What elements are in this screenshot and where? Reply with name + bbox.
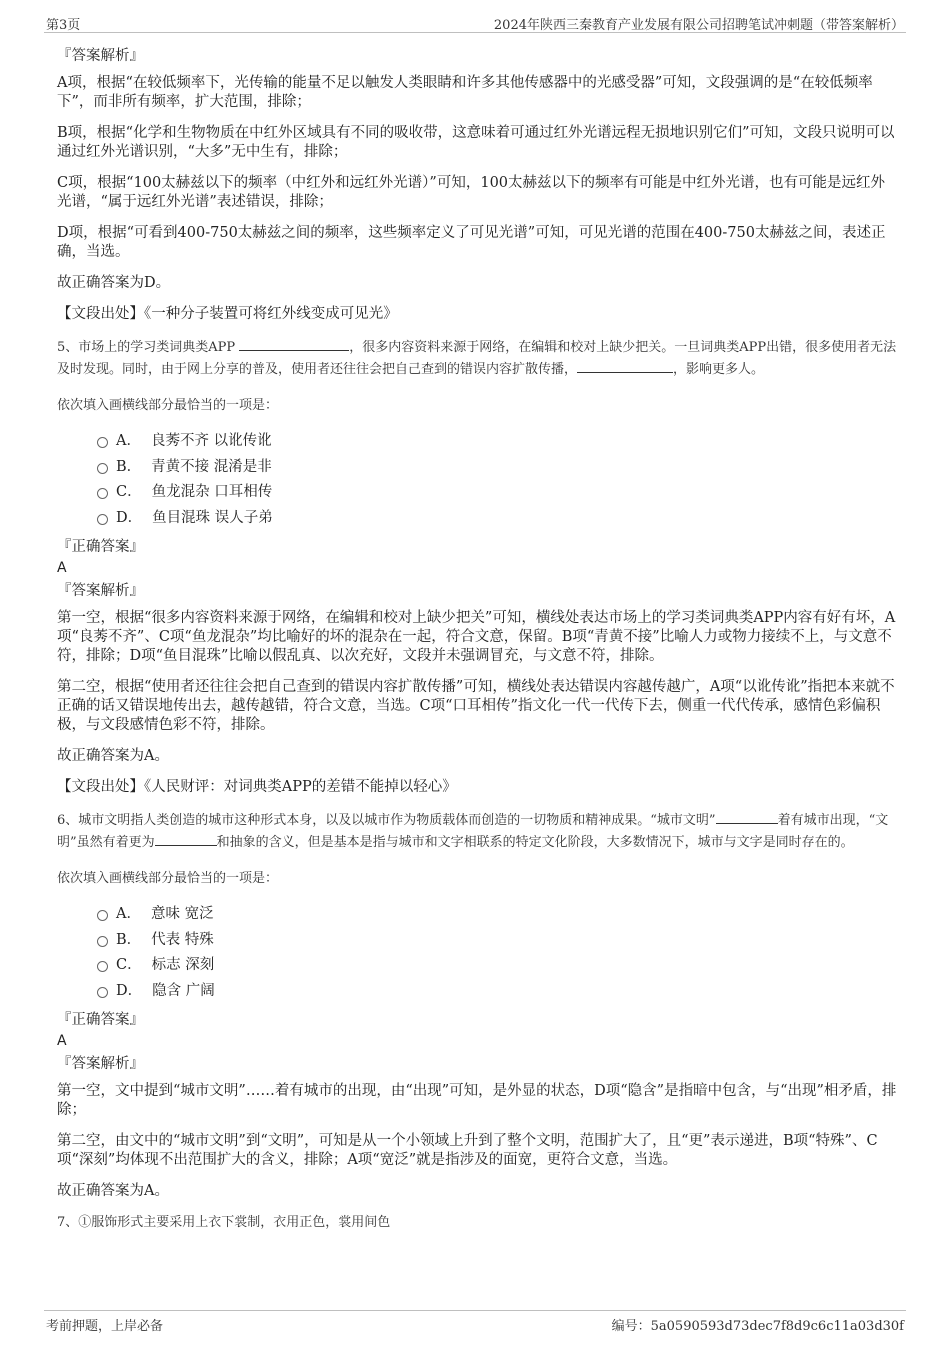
page-number: 第3页 — [46, 18, 81, 33]
q5-option-d[interactable]: D． 鱼目混珠 误人子弟 — [97, 504, 898, 530]
document-id: 编号：5a0590593d73dec7f8d9c6c11a03d30f — [611, 1319, 904, 1334]
blank-line — [716, 809, 778, 824]
q5-analysis-2: 第二空，根据“使用者还往往会把自己查到的错误内容扩散传播”可知，横线处表达错误内容越传越广，A项“以讹传讹”指把本来就不正确的话又错误地传出去，越传越错，符合文意，当选。C项“口耳相传”指文化一代一代传下去，侧重一代代传承，感情色彩偏积极，与文段感情色彩不符，排除。 — [57, 679, 895, 733]
q5-conclusion: 故正确答案为A。 — [57, 748, 169, 764]
document-body — [57, 46, 898, 1247]
q5-option-b[interactable]: B． 青黄不接 混淆是非 — [97, 453, 898, 479]
document-title: 2024年陕西三秦教育产业发展有限公司招聘笔试冲刺题（带答案解析） — [493, 18, 904, 33]
radio-icon[interactable] — [97, 936, 108, 947]
q4-analysis-c: C项，根据“100太赫兹以下的频率（中红外和远红外光谱）”可知，100太赫兹以下的频率有可能是中红外光谱，也有可能是远红外光谱，“属于远红外光谱”表述错误，排除； — [57, 175, 886, 210]
q6-option-c[interactable]: C． 标志 深刻 — [97, 951, 898, 977]
q5-source: 【文段出处】《人民财评：对词典类APP的差错不能掉以轻心》 — [57, 779, 457, 795]
q5-analysis-1: 第一空，根据“很多内容资料来源于网络，在编辑和校对上缺少把关”可知，横线处表达市场上的学习类词典类APP内容有好有坏，A项“良莠不齐”、C项“鱼龙混杂”均比喻好的坏的混杂在一起，符合文意，保留。B项“青黄不接”比喻人力或物力接续不上，与文意不符，排除；D项“鱼目混珠”比喻以假乱真、以次充好，文段并未强调冒充，与文意不符，排除。 — [57, 610, 896, 664]
q4-analysis-label: 『答案解析』 — [57, 48, 144, 64]
q5-option-a[interactable]: A． 良莠不齐 以讹传讹 — [97, 427, 898, 453]
radio-icon[interactable] — [97, 488, 108, 499]
q7-stem: 7、①服饰形式主要采用上衣下裳制，衣用正色，裳用间色 — [57, 1215, 391, 1230]
q5-correct-label: 『正确答案』 — [57, 539, 144, 555]
q5-instruction: 依次填入画横线部分最恰当的一项是： — [57, 398, 279, 413]
q5-analysis-label: 『答案解析』 — [57, 583, 144, 599]
blank-line — [239, 336, 349, 351]
q6-analysis-label: 『答案解析』 — [57, 1056, 144, 1072]
q6-analysis-1: 第一空，文中提到“城市文明”……着有城市的出现，由“出现”可知，是外显的状态，D项“隐含”是指暗中包含，与“出现”相矛盾，排除； — [57, 1083, 897, 1118]
q6-conclusion: 故正确答案为A。 — [57, 1183, 169, 1199]
q4-conclusion: 故正确答案为D。 — [57, 275, 171, 291]
q4-analysis-a: A项，根据“在较低频率下，光传输的能量不足以触发人类眼睛和许多其他传感器中的光感受器”可知，文段强调的是“在较低频率下”，而非所有频率，扩大范围，排除； — [57, 75, 873, 110]
q5-options — [97, 427, 898, 529]
footer-slogan: 考前押题，上岸必备 — [46, 1319, 164, 1334]
q5-stem: 5、市场上的学习类词典类APP ，很多内容资料来源于网络，在编辑和校对上缺少把关。一旦词典类APP出错，很多使用者无法及时发现。同时，由于网上分享的普及，使用者还往往会把自己查到的错误内容扩散传播， ，影响更多人。 — [57, 336, 898, 380]
radio-icon[interactable] — [97, 463, 108, 474]
q5-option-c[interactable]: C． 鱼龙混杂 口耳相传 — [97, 478, 898, 504]
page-header — [44, 12, 906, 33]
q6-analysis-2: 第二空，由文中的“城市文明”到“文明”，可知是从一个小领域上升到了整个文明，范围扩大了，且“更”表示递进，B项“特殊”、C项“深刻”均体现不出范围扩大的含义，排除；A项“宽泛”就是指涉及的面宽，更符合文意，当选。 — [57, 1133, 878, 1168]
page-footer — [44, 1310, 906, 1333]
q4-analysis-d: D项，根据“可看到400-750太赫兹之间的频率，这些频率定义了可见光谱”可知，可见光谱的范围在400-750太赫兹之间，表述正确，当选。 — [57, 225, 886, 260]
radio-icon[interactable] — [97, 437, 108, 448]
radio-icon[interactable] — [97, 987, 108, 998]
q6-option-d[interactable]: D． 隐含 广阔 — [97, 977, 898, 1003]
q5-correct-answer: A — [57, 560, 67, 576]
blank-line — [155, 831, 217, 846]
q4-analysis-b: B项，根据“化学和生物物质在中红外区域具有不同的吸收带，这意味着可通过红外光谱远程无损地识别它们”可知，文段只说明可以通过红外光谱识别，“大多”无中生有，排除； — [57, 125, 895, 160]
q6-stem: 6、城市文明指人类创造的城市这种形式本身，以及以城市作为物质载体而创造的一切物质和精神成果。“城市文明” 着有城市出现，“文明”虽然有着更为 和抽象的含义，但是基本是指与城市和文字相联系的特定文化阶段，大多数情况下，城市与文字是同时存在的。 — [57, 809, 898, 853]
q6-option-a[interactable]: A． 意味 宽泛 — [97, 900, 898, 926]
q6-option-b[interactable]: B． 代表 特殊 — [97, 926, 898, 952]
blank-line — [577, 358, 673, 373]
q6-correct-label: 『正确答案』 — [57, 1012, 144, 1028]
q6-options — [97, 900, 898, 1002]
radio-icon[interactable] — [97, 514, 108, 525]
q6-instruction: 依次填入画横线部分最恰当的一项是： — [57, 871, 279, 886]
radio-icon[interactable] — [97, 961, 108, 972]
radio-icon[interactable] — [97, 910, 108, 921]
q6-correct-answer: A — [57, 1033, 67, 1049]
q4-source: 【文段出处】《一种分子装置可将红外线变成可见光》 — [57, 306, 398, 322]
